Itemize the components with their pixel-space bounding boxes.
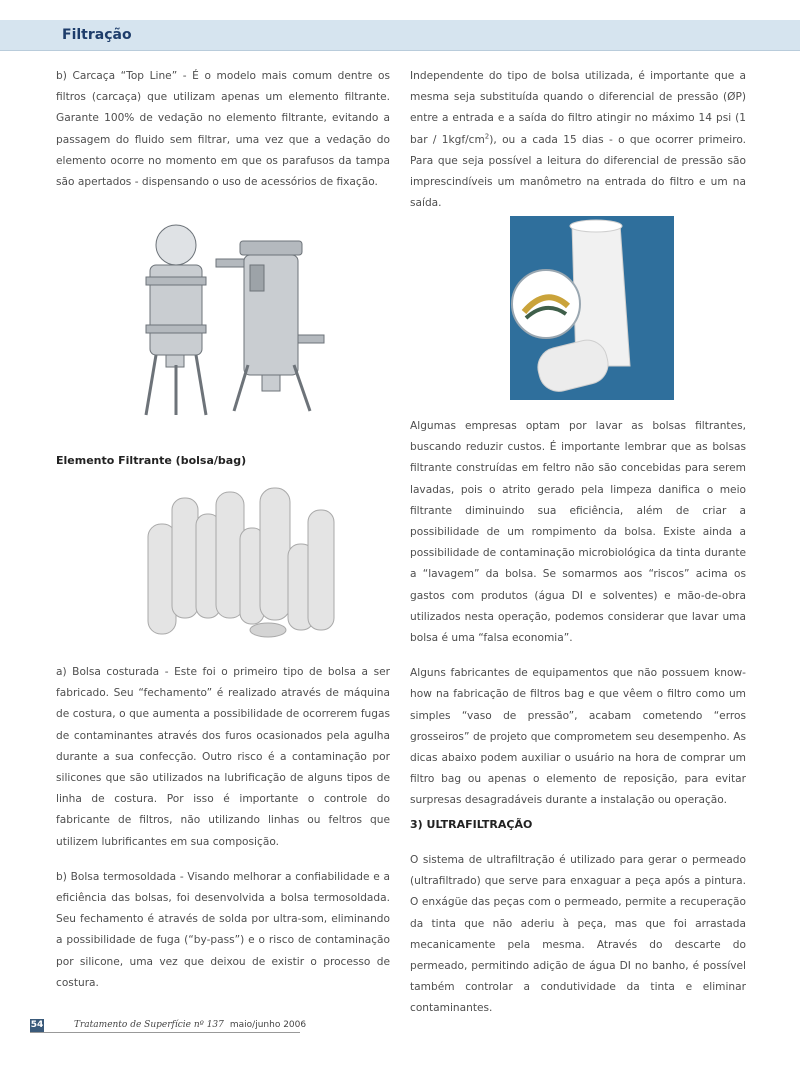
page-number: 54: [30, 1020, 44, 1030]
pressure-text-b: ), ou a cada 15 dias - o que ocorrer primeiro. Para que seja possível a leitura do diferencial de pressão são imprescindíveis um manômetro na entrada do filtro e um na saída.: [410, 133, 746, 210]
superscript: 2: [484, 132, 490, 141]
journal-name: Tratamento de Superfície nº 137: [74, 1020, 224, 1030]
paragraph-pressure-differential: [410, 66, 746, 214]
right-column-middle: [410, 416, 746, 826]
paragraph-lavar-bolsas: Algumas empresas optam por lavar as bolsas filtrantes, buscando reduzir custos. É importante lembrar que as bolsas filtrante construídas em feltro não são concebidas para serem lavadas, pois o atrito gerado pela limpeza danifica o meio filtrante diminuindo sua eficiência, além de criar a possibilidade de um rompimento da bolsa. Existe ainda a possibilidade de contaminação microbiológica da tinta durante a “lavagem” da bolsa. Se somarmos aos “riscos” acima os gastos com produtos (água DI e solventes) e mão-de-obra utilizados nesta operação, podemos considerar que lavar uma bolsa é uma “falsa economia”.: [410, 420, 746, 645]
section-title: Filtração: [62, 27, 132, 43]
section-heading-ultrafiltracao: 3) ULTRAFILTRAÇÃO: [410, 818, 533, 831]
paragraph-ultrafiltracao: O sistema de ultrafiltração é utilizado para gerar o permeado (ultrafiltrado) que serve para enxaguar a peça após a pintura. O enxágüe das peças com o permeado, permite a recuperação da tinta que não aderiu à peça, mas que foi arrastada mecanicamente pela mesma. Através do descarte do permeado, permitindo adição de água DI no banho, é possível também controlar a condutividade da tinta e eliminar contaminantes.: [410, 854, 746, 1015]
left-column-bottom: [56, 662, 390, 1008]
left-column-top: [56, 66, 390, 207]
pressure-text-a: Independente do tipo de bolsa utilizada, é importante que a mesma seja substituída quando o diferencial de pressão (ØP) entre a entrada e a saída do filtro atingir no máximo 14 psi (1 bar / 1kgf/cm: [410, 70, 746, 146]
footer-journal: [74, 1020, 306, 1030]
image-caption: Elemento Filtrante (bolsa/bag): [56, 454, 247, 467]
filter-housing-right: [216, 241, 324, 411]
footer-rule: [30, 1032, 300, 1033]
paragraph-fabricantes: Alguns fabricantes de equipamentos que não possuem know-how na fabricação de filtros bag e que vêem o filtro como um simples “vaso de pressão”, acabam cometendo “erros grosseiros” de projeto que comprometem seu desempenho. As dicas abaixo podem auxiliar o usuário na hora de comprar um filtro bag ou apenas o elemento de reposição, para evitar surpresas desagradáveis durante a instalação ou operação.: [410, 667, 746, 807]
paragraph-bolsa-termosoldada: b) Bolsa termosoldada - Visando melhorar a confiabilidade e a eficiência das bolsas, foi desenvolvida a bolsa termosoldada. Seu fechamento é através de solda por ultra-som, eliminando a possibilidade de fuga (“by-pass”) e o risco de contaminação por silicone, uma vez que deixou de existir o processo de costura.: [56, 870, 390, 989]
right-column-bottom: [410, 850, 746, 1034]
right-column-top: [410, 66, 746, 228]
paragraph-top-line: b) Carcaça “Top Line” - É o modelo mais comum dentre os filtros (carcaça) que utilizam apenas um elemento filtrante. Garante 100% de vedação no elemento filtrante, evitando a passagem do fluido sem filtrar, uma vez que a vedação do elemento ocorre no momento em que os parafusos da tampa são apertados - dispensando o uso de acessórios de fixação.: [56, 70, 390, 189]
filter-housing-image: [130, 215, 340, 435]
filter-housing-left: [146, 225, 206, 415]
issue-date: maio/junho 2006: [229, 1020, 307, 1030]
paragraph-bolsa-costurada: a) Bolsa costurada - Este foi o primeiro tipo de bolsa a ser fabricado. Seu “fechamento” é realizado através de máquina de costura, o que aumenta a possibilidade de ocorrerem fugas de contaminantes através dos furos ocasionados pela agulha durante a sua confecção. Outro risco é a contaminação por silicones que são utilizados na lubrificação de alguns tipos de linha de costura. Por isso é importante o controle do fabricante de filtros, não utilizando linhas ou feltros que utilizem lubrificantes em sua composição.: [56, 666, 390, 848]
filter-bags-image: [138, 484, 338, 642]
filter-bag-photo: [510, 216, 674, 400]
